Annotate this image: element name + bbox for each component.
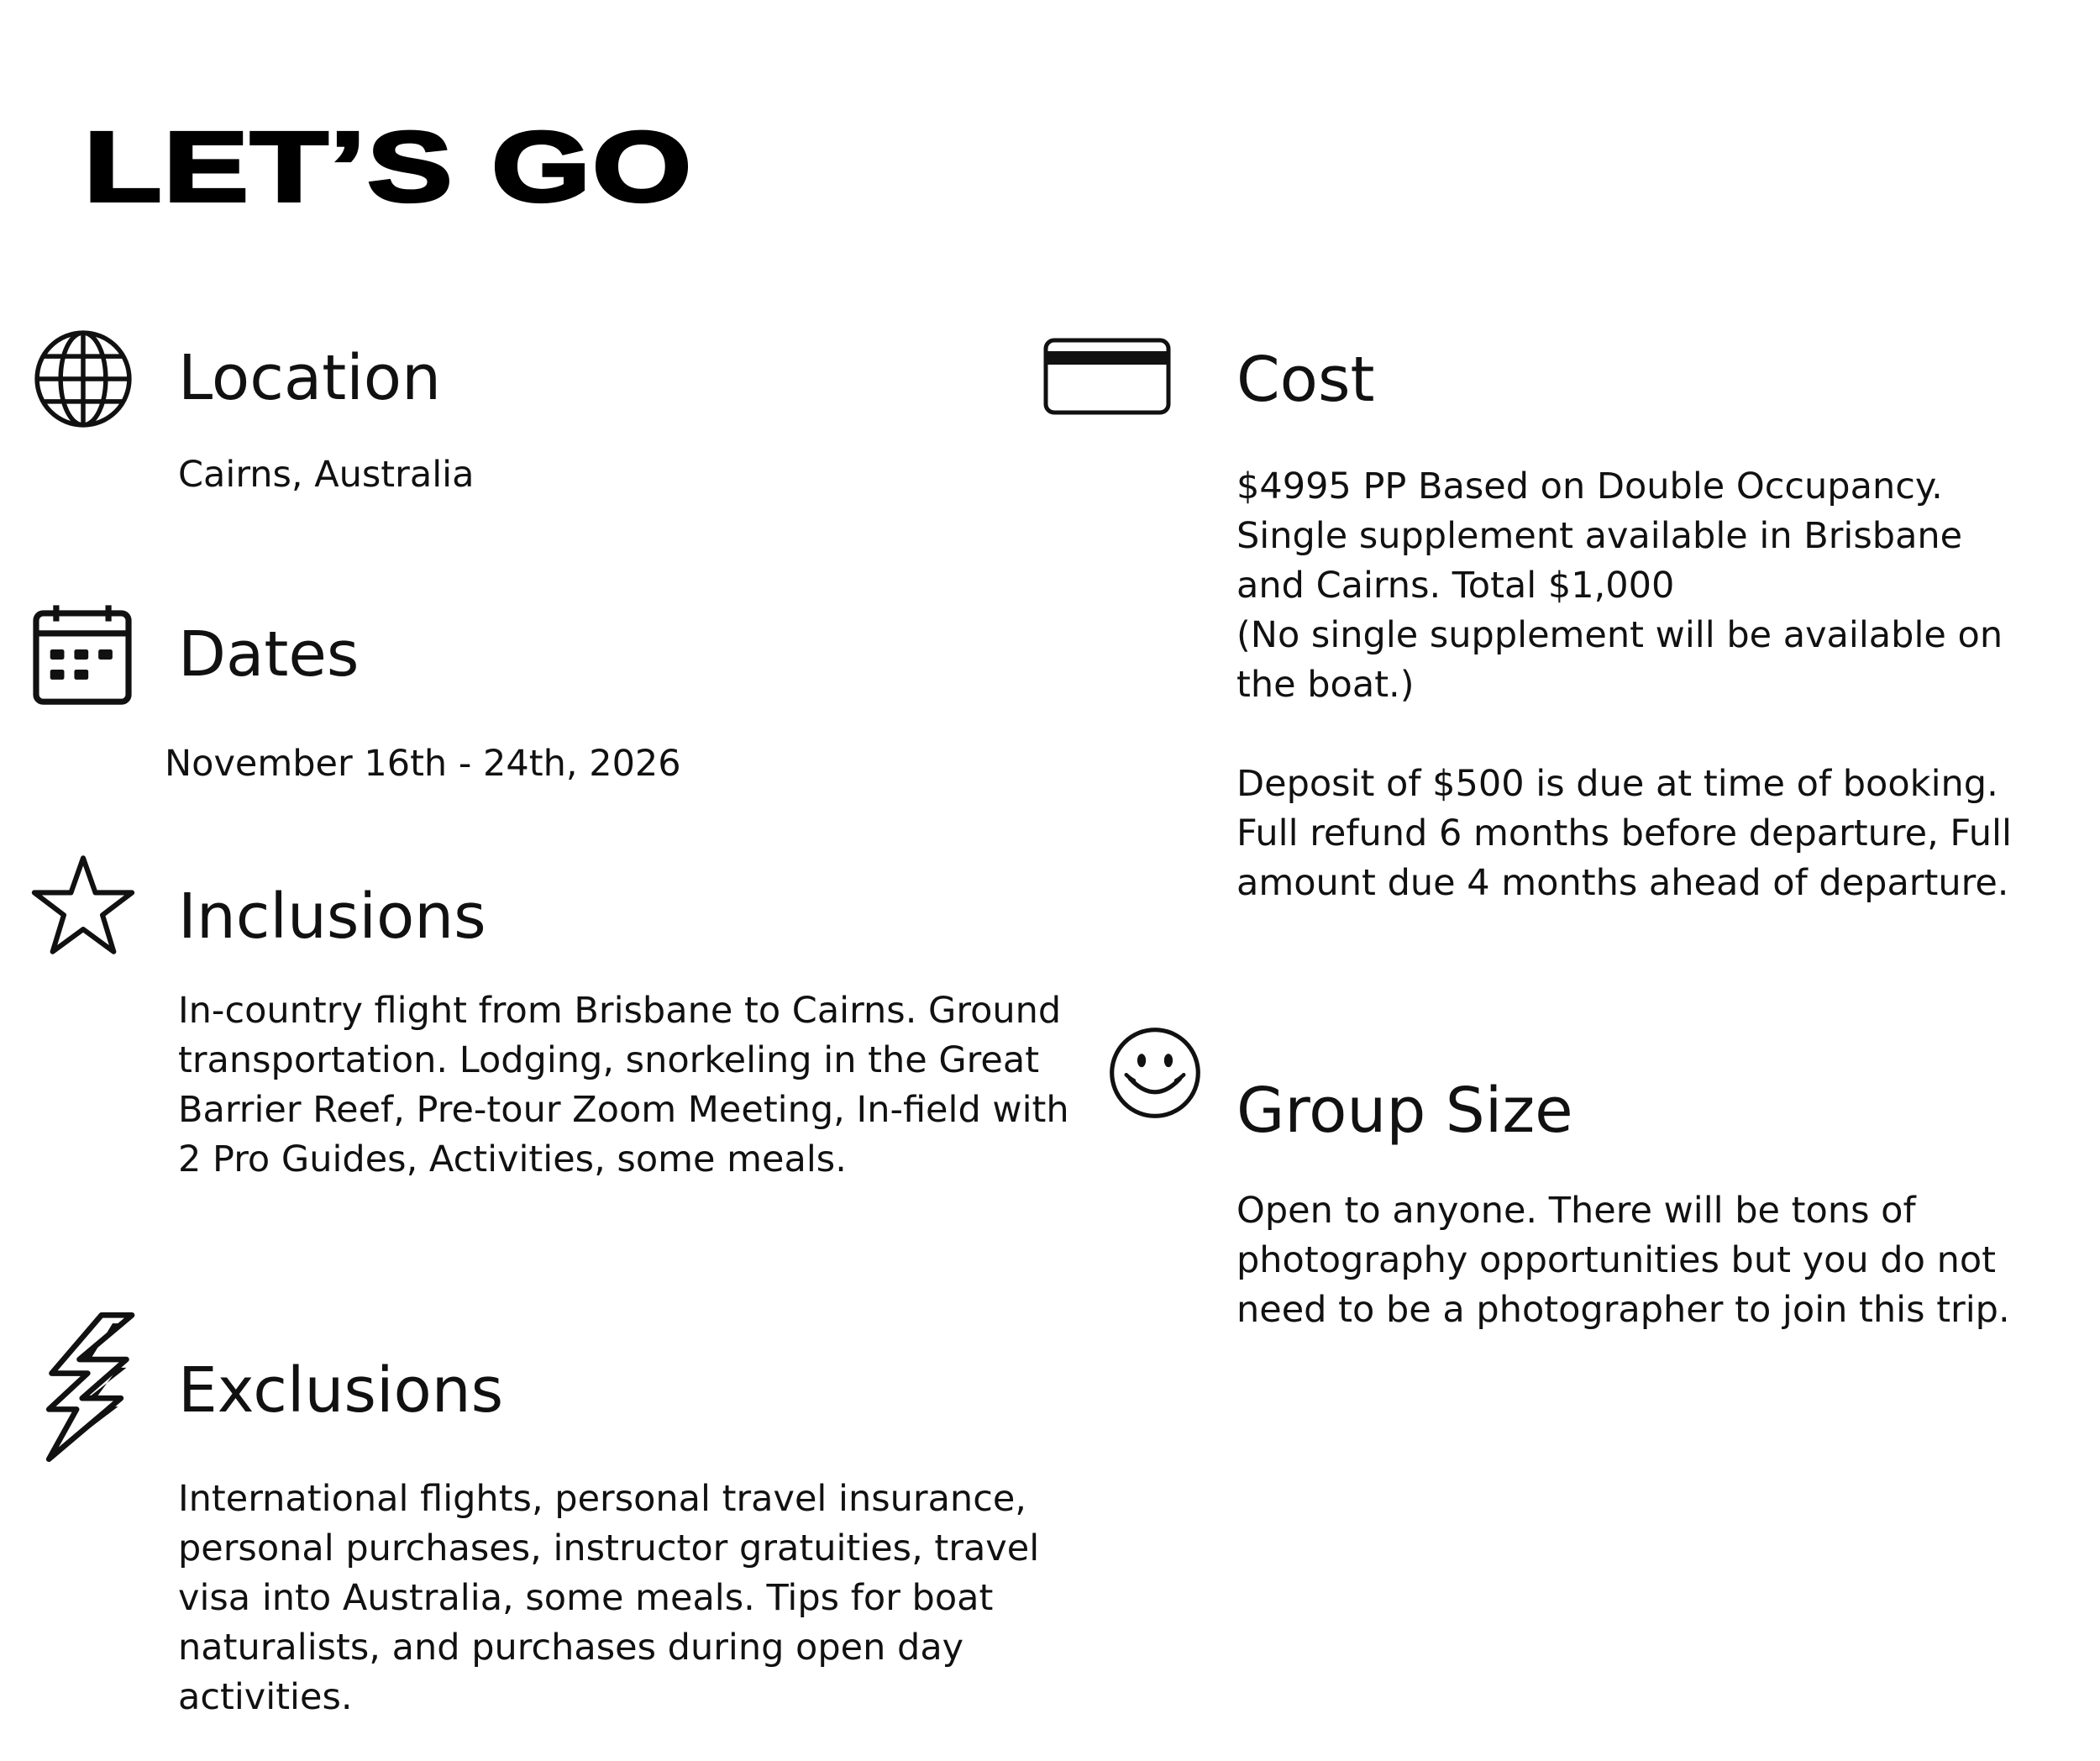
calendar-icon [32, 603, 133, 706]
cost-heading: Cost [1236, 344, 1375, 416]
cost-text: $4995 PP Based on Double Occupancy. Single supplement available in Brisbane and Cairns. Total $1,000 (No single supplement will be available on the boat.) Deposit of $500 is due at time of booking. Full refund 6 months before departure, Full amount due 4 months ahead of departure. [1236, 465, 2012, 904]
smiley-face-icon [1107, 1025, 1203, 1121]
inclusions-text: In-country flight from Brisbane to Cairns. Ground transportation. Lodging, snorkeling in the Great Barrier Reef, Pre-tour Zoom Meeting, In-field with 2 Pro Guides, Activities, some meals. [178, 990, 1069, 1180]
location-heading: Location [178, 342, 441, 414]
dates-text: November 16th - 24th, 2026 [165, 743, 681, 785]
star-icon [30, 854, 136, 956]
group-size-heading: Group Size [1236, 1075, 1573, 1147]
page-title: LET’S GO [84, 112, 694, 223]
group-size-text: Open to anyone. There will be tons of photography opportunities but you do not need to be a photographer to join this trip. [1236, 1190, 2010, 1331]
location-text: Cairns, Australia [178, 454, 475, 496]
credit-card-icon [1043, 338, 1171, 415]
dates-heading: Dates [178, 618, 360, 691]
lightning-bolt-icon [40, 1312, 138, 1462]
exclusions-text: International flights, personal travel insurance, personal purchases, instructor gratuities, travel visa into Australia, some meals. Tips for boat naturalists, and purchases during open day activities. [178, 1478, 1040, 1718]
inclusions-heading: Inclusions [178, 880, 486, 953]
globe-icon [32, 328, 134, 430]
exclusions-heading: Exclusions [178, 1354, 504, 1427]
